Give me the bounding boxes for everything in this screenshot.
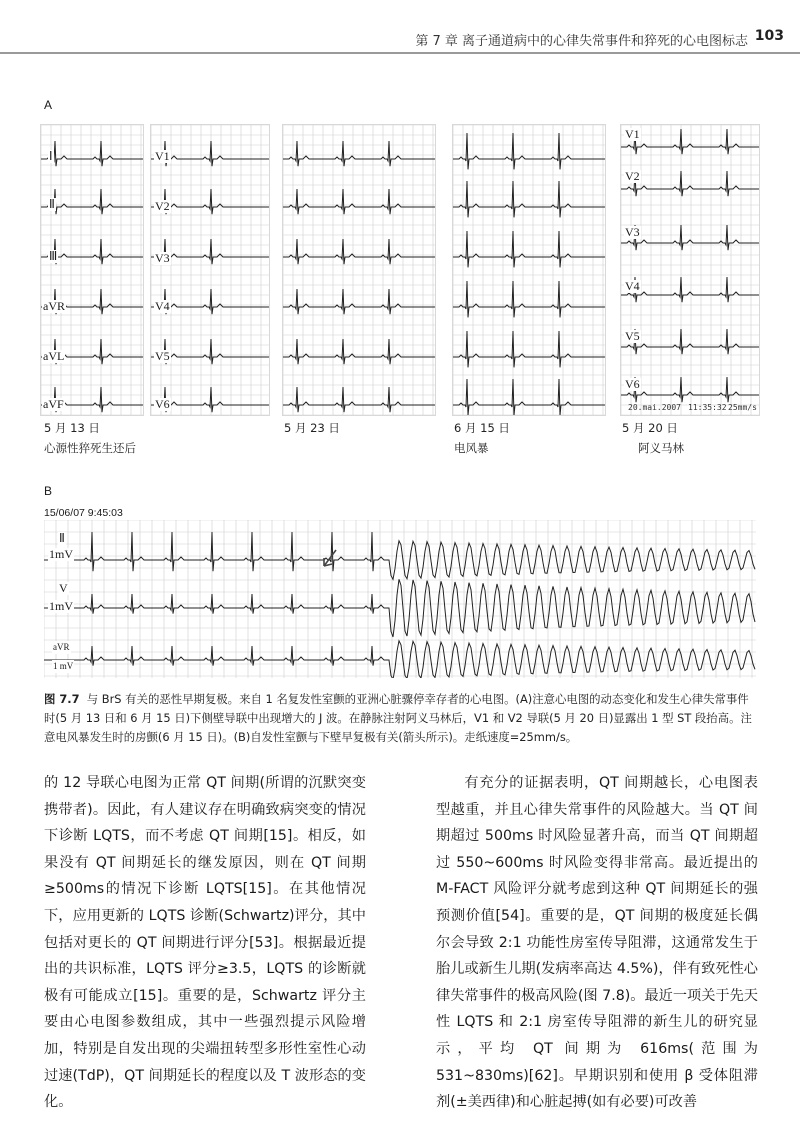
- page-number: 103: [754, 28, 784, 44]
- lead-label: V5: [155, 349, 170, 363]
- strip-scale-label: 1 mV: [53, 661, 74, 671]
- stamp-time: 11:35:32: [688, 403, 727, 412]
- lead-label: V2: [625, 169, 640, 183]
- header-rule: [0, 52, 800, 54]
- date-caption: 5 月 23 日: [284, 421, 340, 435]
- ecg-block-may20: [620, 124, 760, 416]
- lead-label: Ⅲ: [49, 249, 58, 263]
- lead-label: V6: [155, 397, 170, 411]
- lead-label: Ⅰ: [49, 149, 53, 163]
- strip-scale-label: 1mV: [49, 547, 73, 561]
- panel-b-label: B: [44, 484, 53, 498]
- lead-label: V1: [155, 149, 170, 163]
- ecg-block-may13-chest: [150, 124, 270, 416]
- strip-lead-label: aVR: [53, 642, 70, 652]
- rhythm-strip: [44, 520, 756, 678]
- running-header: [0, 24, 800, 58]
- paragraph: 有充分的证据表明，QT 间期越长，心电图表型越重，并且心律失常事件的风险越大。当 QT 间期超过 500ms 时风险显著升高，而当 QT 间期超过 550~600ms 时风险变得非常高。最近提出的 M-FACT 风险评分就考虑到这种 QT 间期延长的强预测价值[54]。重要的是，QT 间期的极度延长偶尔会导致 2:1 功能性房室传导阻滞，这通常发生于胎儿或新生儿期(发病率高达 4.5%)，伴有致死性心律失常事件的极高风险(图 7.8)。最近一项关于先天性 LQTS 和 2:1 房室传导阻滞的新生儿的研究显示，平均 QT 间期为 616ms(范围为 531~830ms)[62]。早期识别和使用 β 受体阻滞剂(±美西律)和心脏起搏(如有必要)可改善: [436, 775, 758, 1111]
- lead-label: aVR: [43, 299, 65, 313]
- caption-text: 与 BrS 有关的恶性早期复极。来自 1 名复发性室颤的亚洲心脏骤停幸存者的心电图。(A)注意心电图的动态变化和发生心律失常事件时(5 月 13 日和 6 月 15 日)下侧壁导联中出现增大的 J 波。在静脉注射阿义马林后，V1 和 V2 导联(5 月 20 日)显露出 1 型 ST 段抬高。注意电风暴发生时的房颤(6 月 15 日)。(B)自发性室颤与下壁早复极有关(箭头所示)。走纸速度=25mm/s。: [44, 692, 752, 744]
- stamp-speed: 25mm/s: [728, 403, 757, 412]
- panel-a-label: A: [44, 98, 53, 112]
- lead-label: V3: [625, 225, 640, 239]
- lead-label: V1: [625, 127, 640, 141]
- figure-caption: [44, 690, 756, 747]
- lead-label: V4: [155, 299, 170, 313]
- note-caption: 电风暴: [454, 441, 489, 455]
- lead-label: Ⅱ: [49, 197, 55, 211]
- paragraph: 的 12 导联心电图为正常 QT 间期(所谓的沉默突变携带者)。因此，有人建议存在明确致病突变的情况下诊断 LQTS，而不考虑 QT 间期[15]。相反，如果没有 QT 间期延长的继发原因，则在 QT 间期≥500ms的情况下诊断 LQTS[15]。在其他情况下，应用更新的 LQTS 诊断(Schwartz)评分，其中包括对更长的 QT 间期进行评分[53]。根据最近提出的共识标准，LQTS 评分≥3.5，LQTS 的诊断就极有可能成立[15]。重要的是，Schwartz 评分主要由心电图参数组成，其中一些强烈提示风险增加，特别是自发出现的尖端扭转型多形性室性心动过速(TdP)，QT 间期延长的程度以及 T 波形态的变化。: [44, 775, 366, 1111]
- body-column-left: [44, 770, 366, 1116]
- strip-lead-label: Ⅱ: [59, 531, 65, 545]
- stamp-date: 20.mai.2007: [628, 403, 681, 412]
- note-caption: 阿义马林: [638, 441, 684, 455]
- date-caption: 5 月 13 日: [44, 421, 100, 435]
- lead-label: aVL: [43, 349, 65, 363]
- ecg-block-jun15: [452, 124, 606, 416]
- ecg-block-may23: [282, 124, 436, 416]
- lead-label: V5: [625, 329, 640, 343]
- lead-label: V3: [155, 251, 170, 265]
- body-column-right: [436, 770, 758, 1116]
- lead-label: V4: [625, 279, 640, 293]
- note-caption: 心源性猝死生还后: [44, 441, 136, 455]
- date-caption: 5 月 20 日: [622, 421, 678, 435]
- date-caption: 6 月 15 日: [454, 421, 510, 435]
- chapter-title: 第 7 章 离子通道病中的心律失常事件和猝死的心电图标志: [415, 34, 748, 49]
- strip-lead-label: V: [59, 581, 68, 595]
- lead-label: aVF: [43, 397, 64, 411]
- ecg-block-may13-limb: [40, 124, 144, 416]
- lead-label: V2: [155, 199, 170, 213]
- strip-timestamp: 15/06/07 9:45:03: [44, 507, 123, 519]
- figure-number: 图 7.7: [44, 692, 80, 706]
- strip-scale-label: 1mV: [49, 599, 73, 613]
- lead-label: V6: [625, 377, 640, 391]
